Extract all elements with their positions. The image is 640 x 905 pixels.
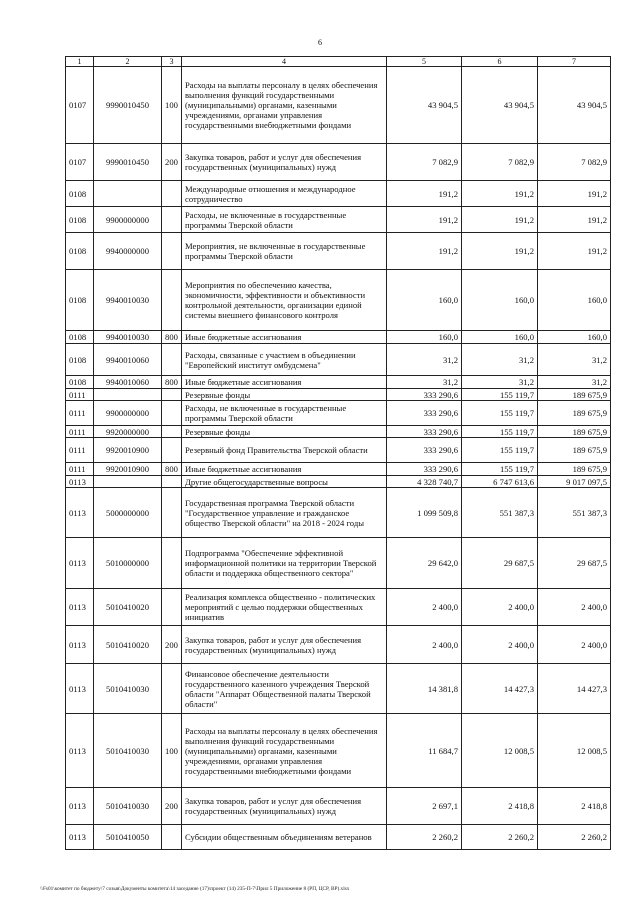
expense-type-cell — [162, 538, 182, 589]
target-article-cell: 9920000000 — [94, 426, 162, 438]
amount-cell-6: 2 400,0 — [462, 589, 538, 626]
amount-cell-6: 2 400,0 — [462, 626, 538, 664]
header-cell: 4 — [182, 57, 387, 67]
table-row — [66, 664, 611, 714]
amount-cell-6: 6 747 613,6 — [462, 476, 538, 488]
target-article-cell — [94, 389, 162, 401]
section-code-cell: 0113 — [66, 626, 94, 664]
target-article-cell: 5010410030 — [94, 714, 162, 788]
amount-cell-6: 31,2 — [462, 344, 538, 376]
amount-cell-7: 12 008,5 — [538, 714, 611, 788]
section-code-cell: 0108 — [66, 376, 94, 389]
header-cell: 7 — [538, 57, 611, 67]
section-code-cell: 0108 — [66, 233, 94, 270]
target-article-cell: 5010000000 — [94, 538, 162, 589]
amount-cell-6: 155 119,7 — [462, 463, 538, 476]
description-cell: Расходы, не включенные в государственные программы Тверской области — [182, 401, 387, 426]
amount-cell-6: 551 387,3 — [462, 488, 538, 538]
description-cell: Закупка товаров, работ и услуг для обеспечения государственных (муниципальных) нужд — [182, 144, 387, 181]
description-cell: Расходы, не включенные в государственные программы Тверской области — [182, 207, 387, 233]
amount-cell-6: 160,0 — [462, 331, 538, 344]
table-row — [66, 463, 611, 476]
description-cell: Расходы на выплаты персоналу в целях обеспечения выполнения функций государственными (муниципальными) органами, казенными учреждениями, органами управления государственными внебюджетными фондами — [182, 67, 387, 144]
header-cell: 6 — [462, 57, 538, 67]
target-article-cell: 9900000000 — [94, 401, 162, 426]
section-code-cell: 0108 — [66, 344, 94, 376]
section-code-cell: 0113 — [66, 476, 94, 488]
expense-type-cell — [162, 488, 182, 538]
section-code-cell: 0113 — [66, 589, 94, 626]
description-cell: Иные бюджетные ассигнования — [182, 376, 387, 389]
section-code-cell: 0113 — [66, 488, 94, 538]
amount-cell-5: 333 290,6 — [387, 438, 462, 463]
amount-cell-5: 14 381,8 — [387, 664, 462, 714]
amount-cell-5: 11 684,7 — [387, 714, 462, 788]
table-header-row — [66, 57, 611, 67]
section-code-cell: 0108 — [66, 331, 94, 344]
description-cell: Финансовое обеспечение деятельности государственного казенного учреждения Тверской области "Аппарат Общественной палаты Тверской области" — [182, 664, 387, 714]
amount-cell-6: 7 082,9 — [462, 144, 538, 181]
description-cell: Мероприятия по обеспечению качества, экономичности, эффективности и объективности контрольной деятельности, организации единой системы внешнего финансового контроля — [182, 270, 387, 331]
expense-type-cell — [162, 401, 182, 426]
description-cell: Расходы на выплаты персоналу в целях обеспечения выполнения функций государственными (муниципальными) органами, казенными учреждениями, органами управления государственными внебюджетными фондами — [182, 714, 387, 788]
header-cell: 2 — [94, 57, 162, 67]
table-row — [66, 181, 611, 207]
section-code-cell: 0111 — [66, 426, 94, 438]
table-row — [66, 488, 611, 538]
page-number: 6 — [318, 38, 322, 47]
amount-cell-7: 191,2 — [538, 181, 611, 207]
description-cell: Иные бюджетные ассигнования — [182, 463, 387, 476]
amount-cell-6: 43 904,5 — [462, 67, 538, 144]
table-row — [66, 331, 611, 344]
amount-cell-5: 191,2 — [387, 207, 462, 233]
target-article-cell: 9940000000 — [94, 233, 162, 270]
expense-type-cell — [162, 233, 182, 270]
table-row — [66, 714, 611, 788]
amount-cell-6: 2 418,8 — [462, 788, 538, 825]
expense-type-cell — [162, 589, 182, 626]
target-article-cell — [94, 476, 162, 488]
table-row — [66, 476, 611, 488]
amount-cell-5: 1 099 509,8 — [387, 488, 462, 538]
table-row — [66, 426, 611, 438]
description-cell: Другие общегосударственные вопросы — [182, 476, 387, 488]
target-article-cell: 9990010450 — [94, 67, 162, 144]
expense-type-cell — [162, 476, 182, 488]
section-code-cell: 0111 — [66, 401, 94, 426]
table-row — [66, 538, 611, 589]
description-cell: Резервные фонды — [182, 389, 387, 401]
expense-type-cell — [162, 664, 182, 714]
table-row — [66, 344, 611, 376]
amount-cell-5: 333 290,6 — [387, 401, 462, 426]
target-article-cell: 5010410020 — [94, 589, 162, 626]
header-cell: 1 — [66, 57, 94, 67]
target-article-cell: 5010410030 — [94, 664, 162, 714]
table-row — [66, 788, 611, 825]
amount-cell-5: 2 260,2 — [387, 825, 462, 850]
expense-type-cell: 200 — [162, 144, 182, 181]
amount-cell-5: 191,2 — [387, 233, 462, 270]
amount-cell-6: 2 260,2 — [462, 825, 538, 850]
expense-type-cell — [162, 389, 182, 401]
amount-cell-7: 9 017 097,5 — [538, 476, 611, 488]
target-article-cell: 9940010030 — [94, 270, 162, 331]
amount-cell-6: 29 687,5 — [462, 538, 538, 589]
description-cell: Международные отношения и международное сотрудничество — [182, 181, 387, 207]
amount-cell-7: 191,2 — [538, 233, 611, 270]
amount-cell-5: 7 082,9 — [387, 144, 462, 181]
expense-type-cell: 200 — [162, 626, 182, 664]
description-cell: Государственная программа Тверской области "Государственное управление и гражданское общество Тверской области" на 2018 - 2024 годы — [182, 488, 387, 538]
amount-cell-7: 2 400,0 — [538, 626, 611, 664]
target-article-cell: 9940010060 — [94, 344, 162, 376]
section-code-cell: 0111 — [66, 438, 94, 463]
description-cell: Закупка товаров, работ и услуг для обеспечения государственных (муниципальных) нужд — [182, 626, 387, 664]
table-row — [66, 438, 611, 463]
amount-cell-7: 189 675,9 — [538, 389, 611, 401]
target-article-cell — [94, 181, 162, 207]
target-article-cell: 5010410020 — [94, 626, 162, 664]
amount-cell-7: 2 400,0 — [538, 589, 611, 626]
section-code-cell: 0113 — [66, 538, 94, 589]
amount-cell-5: 31,2 — [387, 376, 462, 389]
section-code-cell: 0113 — [66, 714, 94, 788]
section-code-cell: 0108 — [66, 207, 94, 233]
amount-cell-7: 189 675,9 — [538, 438, 611, 463]
table-body — [66, 57, 611, 850]
target-article-cell: 9940010030 — [94, 331, 162, 344]
expense-type-cell: 800 — [162, 331, 182, 344]
target-article-cell: 5010410050 — [94, 825, 162, 850]
amount-cell-7: 31,2 — [538, 344, 611, 376]
amount-cell-7: 191,2 — [538, 207, 611, 233]
expense-type-cell — [162, 270, 182, 331]
table-row — [66, 825, 611, 850]
amount-cell-5: 2 400,0 — [387, 589, 462, 626]
section-code-cell: 0113 — [66, 788, 94, 825]
description-cell: Мероприятия, не включенные в государственные программы Тверской области — [182, 233, 387, 270]
amount-cell-6: 155 119,7 — [462, 401, 538, 426]
expense-type-cell — [162, 181, 182, 207]
amount-cell-6: 155 119,7 — [462, 389, 538, 401]
amount-cell-7: 31,2 — [538, 376, 611, 389]
amount-cell-7: 160,0 — [538, 270, 611, 331]
amount-cell-5: 160,0 — [387, 331, 462, 344]
expense-type-cell — [162, 438, 182, 463]
section-code-cell: 0113 — [66, 664, 94, 714]
table-row — [66, 589, 611, 626]
table-row — [66, 233, 611, 270]
amount-cell-7: 2 260,2 — [538, 825, 611, 850]
expense-type-cell — [162, 825, 182, 850]
header-cell: 3 — [162, 57, 182, 67]
expense-type-cell — [162, 344, 182, 376]
expense-type-cell — [162, 207, 182, 233]
description-cell: Резервный фонд Правительства Тверской области — [182, 438, 387, 463]
description-cell: Иные бюджетные ассигнования — [182, 331, 387, 344]
section-code-cell: 0111 — [66, 389, 94, 401]
amount-cell-6: 191,2 — [462, 233, 538, 270]
target-article-cell: 5000000000 — [94, 488, 162, 538]
table-row — [66, 376, 611, 389]
expense-type-cell — [162, 426, 182, 438]
amount-cell-5: 333 290,6 — [387, 389, 462, 401]
section-code-cell: 0107 — [66, 67, 94, 144]
amount-cell-6: 191,2 — [462, 181, 538, 207]
description-cell: Закупка товаров, работ и услуг для обеспечения государственных (муниципальных) нужд — [182, 788, 387, 825]
file-path-footer: \\Fs01\комитет по бюджету\7 созыв\Документы комитета\14 заседание (17)\проект (14) 235-П-7\Прил 5 Приложение 8 (РП, ЦСР, ВР).xlsx — [40, 886, 350, 892]
amount-cell-7: 189 675,9 — [538, 463, 611, 476]
amount-cell-6: 12 008,5 — [462, 714, 538, 788]
target-article-cell: 9990010450 — [94, 144, 162, 181]
section-code-cell: 0108 — [66, 270, 94, 331]
table-row — [66, 401, 611, 426]
amount-cell-5: 2 697,1 — [387, 788, 462, 825]
amount-cell-7: 160,0 — [538, 331, 611, 344]
expense-type-cell: 800 — [162, 376, 182, 389]
section-code-cell: 0108 — [66, 181, 94, 207]
description-cell: Реализация комплекса общественно - политических мероприятий с целью поддержки общественных инициатив — [182, 589, 387, 626]
table-row — [66, 67, 611, 144]
expense-type-cell: 100 — [162, 714, 182, 788]
amount-cell-5: 4 328 740,7 — [387, 476, 462, 488]
amount-cell-5: 31,2 — [387, 344, 462, 376]
section-code-cell: 0113 — [66, 825, 94, 850]
amount-cell-7: 2 418,8 — [538, 788, 611, 825]
amount-cell-7: 189 675,9 — [538, 401, 611, 426]
amount-cell-7: 189 675,9 — [538, 426, 611, 438]
amount-cell-5: 160,0 — [387, 270, 462, 331]
amount-cell-7: 43 904,5 — [538, 67, 611, 144]
amount-cell-6: 191,2 — [462, 207, 538, 233]
amount-cell-5: 2 400,0 — [387, 626, 462, 664]
target-article-cell: 9940010060 — [94, 376, 162, 389]
table-row — [66, 626, 611, 664]
amount-cell-5: 333 290,6 — [387, 426, 462, 438]
target-article-cell: 5010410030 — [94, 788, 162, 825]
description-cell: Субсидии общественным объединениям ветеранов — [182, 825, 387, 850]
expense-type-cell: 100 — [162, 67, 182, 144]
table-row — [66, 270, 611, 331]
description-cell: Подпрограмма "Обеспечение эффективной информационной политики на территории Тверской области и поддержка общественного сектора" — [182, 538, 387, 589]
target-article-cell: 9920010900 — [94, 463, 162, 476]
section-code-cell: 0107 — [66, 144, 94, 181]
description-cell: Резервные фонды — [182, 426, 387, 438]
amount-cell-7: 551 387,3 — [538, 488, 611, 538]
amount-cell-5: 191,2 — [387, 181, 462, 207]
header-cell: 5 — [387, 57, 462, 67]
target-article-cell: 9920010900 — [94, 438, 162, 463]
amount-cell-5: 29 642,0 — [387, 538, 462, 589]
amount-cell-5: 333 290,6 — [387, 463, 462, 476]
amount-cell-5: 43 904,5 — [387, 67, 462, 144]
amount-cell-6: 160,0 — [462, 270, 538, 331]
expense-type-cell: 800 — [162, 463, 182, 476]
amount-cell-7: 14 427,3 — [538, 664, 611, 714]
table-row — [66, 207, 611, 233]
amount-cell-6: 155 119,7 — [462, 426, 538, 438]
table-row — [66, 389, 611, 401]
amount-cell-6: 14 427,3 — [462, 664, 538, 714]
description-cell: Расходы, связанные с участием в объединении "Европейский институт омбудсмена" — [182, 344, 387, 376]
budget-table — [65, 56, 611, 850]
table-row — [66, 144, 611, 181]
amount-cell-6: 31,2 — [462, 376, 538, 389]
target-article-cell: 9900000000 — [94, 207, 162, 233]
amount-cell-7: 29 687,5 — [538, 538, 611, 589]
amount-cell-6: 155 119,7 — [462, 438, 538, 463]
amount-cell-7: 7 082,9 — [538, 144, 611, 181]
expense-type-cell: 200 — [162, 788, 182, 825]
section-code-cell: 0111 — [66, 463, 94, 476]
